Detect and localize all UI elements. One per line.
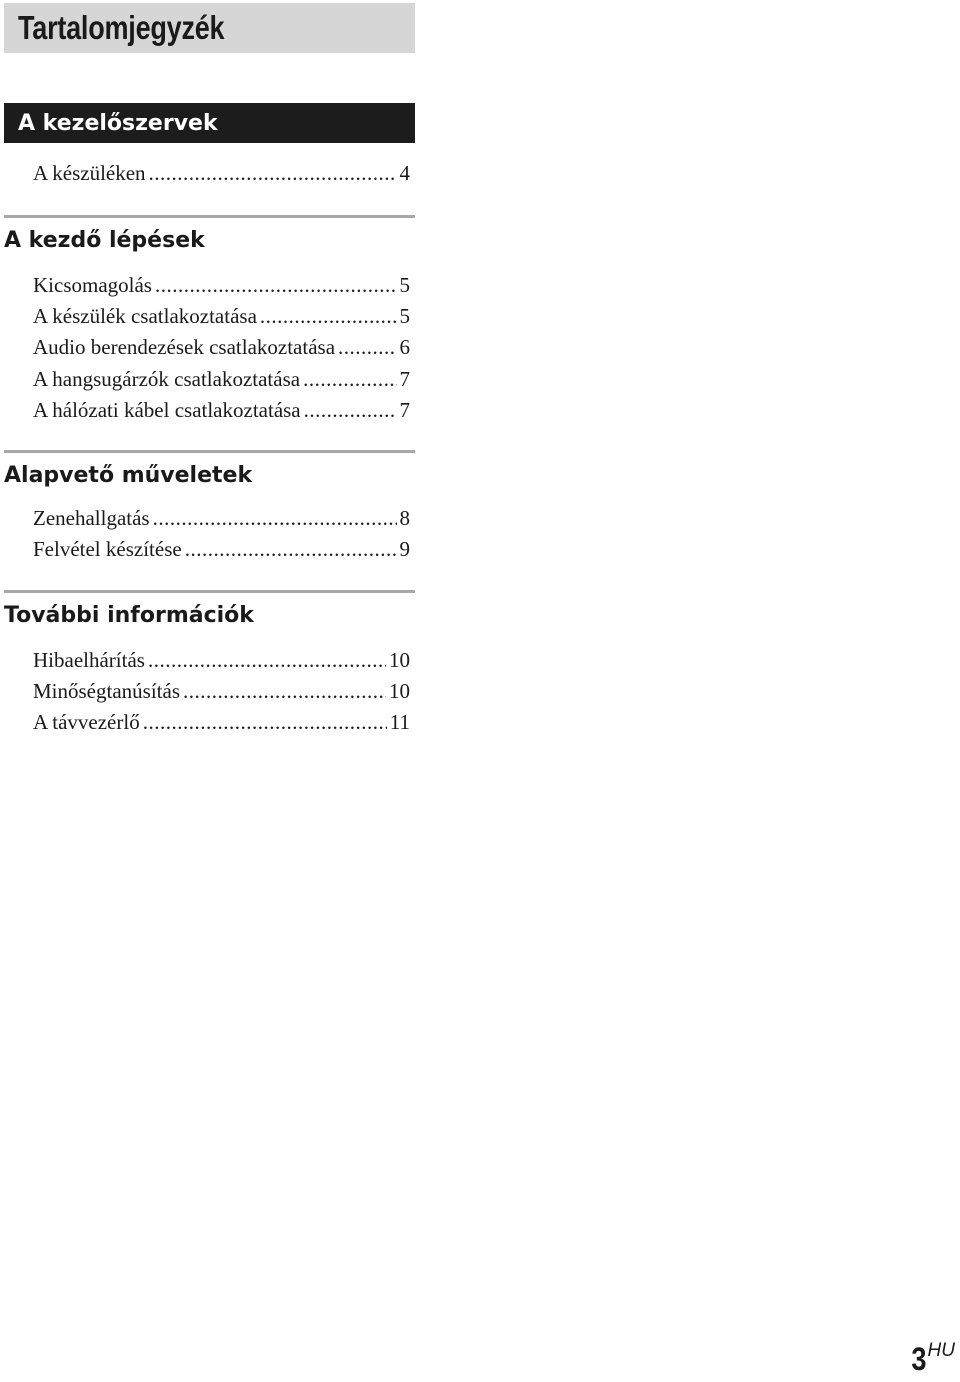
toc-entry[interactable] bbox=[4, 364, 415, 395]
dot-leader bbox=[338, 332, 396, 363]
toc-entry-page: 8 bbox=[399, 506, 410, 530]
toc-entry-page: 6 bbox=[399, 335, 410, 360]
toc-entry-page: 7 bbox=[399, 397, 410, 422]
toc-entry[interactable] bbox=[4, 332, 415, 363]
toc-entry[interactable] bbox=[4, 707, 415, 738]
toc-entry-page: 4 bbox=[399, 161, 410, 185]
toc-entry-label: A távvezérlő bbox=[33, 710, 140, 735]
toc-entry-label: Hibaelhárítás bbox=[33, 648, 145, 672]
toc-list bbox=[4, 158, 415, 189]
section-getting-started bbox=[4, 215, 415, 426]
dot-leader bbox=[260, 301, 397, 332]
section-heading: Alapvető műveletek bbox=[4, 462, 253, 488]
toc-entry-page: 10 bbox=[389, 648, 410, 672]
toc-entry-label: Audio berendezések csatlakoztatása bbox=[33, 335, 336, 360]
toc-entry-page: 7 bbox=[399, 366, 410, 391]
toc-list bbox=[4, 270, 415, 426]
dot-leader bbox=[185, 534, 397, 565]
page-title: Tartalomjegyzék bbox=[18, 9, 225, 46]
toc-entry-page: 11 bbox=[389, 710, 410, 735]
dot-leader bbox=[303, 364, 396, 395]
toc-entry-label: Felvétel készítése bbox=[33, 537, 182, 562]
toc-entry[interactable] bbox=[4, 158, 415, 189]
language-code: HU bbox=[927, 1340, 955, 1361]
toc-entry[interactable] bbox=[4, 676, 415, 707]
toc-entry-label: A készüléken bbox=[33, 161, 146, 185]
page-number bbox=[910, 1340, 955, 1378]
toc-entry[interactable] bbox=[4, 645, 415, 676]
toc-entry-page: 10 bbox=[389, 679, 410, 704]
toc-entry-page: 9 bbox=[399, 537, 410, 562]
toc-entry[interactable] bbox=[4, 270, 415, 301]
dot-leader bbox=[153, 503, 397, 534]
toc-entry-label: A készülék csatlakoztatása bbox=[33, 304, 257, 329]
dot-leader bbox=[155, 270, 397, 301]
dot-leader bbox=[143, 707, 387, 738]
toc-entry-label: A hálózati kábel csatlakoztatása bbox=[33, 397, 301, 422]
toc-entry-label: Zenehallgatás bbox=[33, 506, 150, 530]
section-heading: További információk bbox=[4, 602, 254, 628]
section-basic-operations bbox=[4, 450, 415, 565]
section-heading: A kezdő lépések bbox=[4, 227, 205, 253]
toc-entry-label: A hangsugárzók csatlakoztatása bbox=[33, 366, 301, 391]
toc-entry-page: 5 bbox=[399, 304, 410, 329]
toc-entry[interactable] bbox=[4, 301, 415, 332]
toc-entry-page: 5 bbox=[399, 273, 410, 297]
section-heading: A kezelőszervek bbox=[4, 103, 415, 143]
toc-entry[interactable] bbox=[4, 534, 415, 565]
toc-list bbox=[4, 503, 415, 565]
section-additional-info bbox=[4, 590, 415, 739]
dot-leader bbox=[183, 676, 386, 707]
dot-leader bbox=[148, 645, 386, 676]
section-controls bbox=[4, 103, 415, 189]
toc-entry[interactable] bbox=[4, 503, 415, 534]
dot-leader bbox=[149, 158, 397, 189]
page-title-bar bbox=[4, 3, 415, 53]
page-number-value: 3 bbox=[911, 1341, 927, 1377]
dot-leader bbox=[304, 395, 397, 426]
toc-list bbox=[4, 645, 415, 739]
toc-entry-label: Minőségtanúsítás bbox=[33, 679, 180, 704]
toc-entry-label: Kicsomagolás bbox=[33, 273, 152, 297]
toc-entry[interactable] bbox=[4, 395, 415, 426]
